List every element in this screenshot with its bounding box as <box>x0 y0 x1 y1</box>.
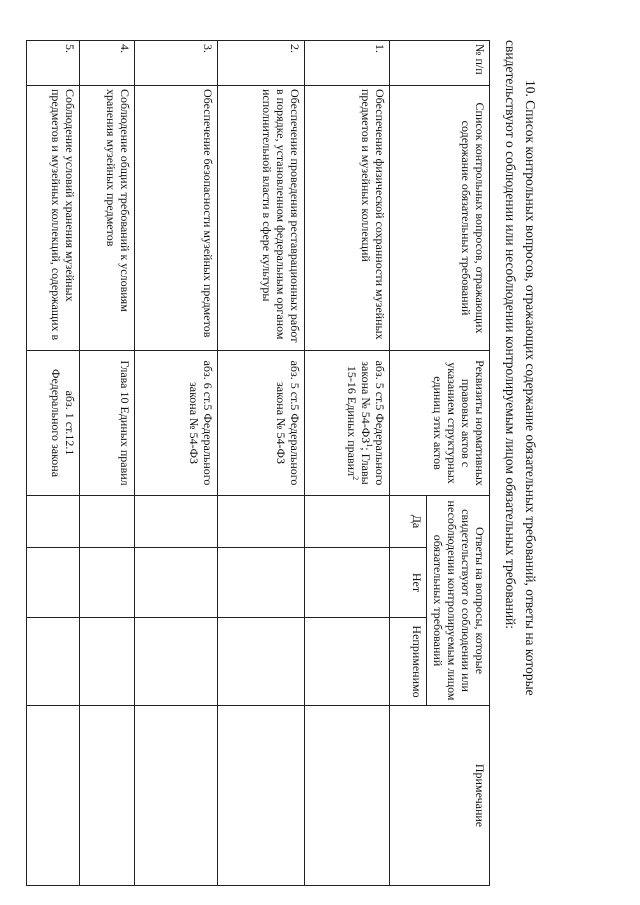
table-header-row <box>427 41 490 886</box>
header-requisites: Реквизиты нормативных правовых актов с указанием структурных единиц этих актов <box>390 351 490 496</box>
header-no: Нет <box>390 548 427 618</box>
table-row <box>218 41 305 886</box>
footnote-mark: 2 <box>351 476 360 481</box>
answer-na-cell[interactable] <box>305 618 390 706</box>
answer-yes-cell[interactable] <box>218 496 305 548</box>
answer-no-cell[interactable] <box>27 548 80 618</box>
note-cell[interactable] <box>135 706 218 886</box>
row-question: Соблюдение общих требований к условиям хранения музейных предметов <box>80 86 135 351</box>
document-page <box>0 30 540 890</box>
answer-yes-cell[interactable] <box>27 496 80 548</box>
row-requisites: абз. 6 ст.5 Федерального закона № 54-ФЗ <box>135 351 218 496</box>
note-cell[interactable] <box>218 706 305 886</box>
table-row <box>27 41 80 886</box>
row-number: 1. <box>305 41 390 86</box>
header-note: Примечание <box>390 706 490 886</box>
row-requisites: Глава 10 Единых правил <box>80 351 135 496</box>
header-yes: Да <box>390 496 427 548</box>
heading-line-1: 10. Список контрольных вопросов, отражающих содержание обязательных требований, ответы на которые <box>523 80 538 696</box>
row-requisites: абз. 5 ст.5 Федерального закона № 54-ФЗ <box>218 351 305 496</box>
answer-na-cell[interactable] <box>218 618 305 706</box>
answer-no-cell[interactable] <box>305 548 390 618</box>
row-question: Обеспечение проведения реставрационных работ в порядке, установленном федеральным органом исполнительной власти в сфере культуры <box>218 86 305 351</box>
table-row <box>80 41 135 886</box>
row-number: 5. <box>27 41 80 86</box>
header-num: № п/п <box>390 41 490 86</box>
ref-main: абз. 5 ст.5 Федерального закона № 54-ФЗ <box>359 360 387 486</box>
answer-yes-cell[interactable] <box>135 496 218 548</box>
answer-na-cell[interactable] <box>27 618 80 706</box>
table-row <box>135 41 218 886</box>
answer-yes-cell[interactable] <box>305 496 390 548</box>
header-answers: Ответы на вопросы, которые свидетельствуют о соблюдении или несоблюдении контролируемым лицом обязательных требований <box>427 496 490 706</box>
row-number: 4. <box>80 41 135 86</box>
table-row <box>305 41 390 886</box>
row-question: Соблюдение условий хранения музейных предметов и музейных коллекций, содержащих в <box>27 86 80 351</box>
note-cell[interactable] <box>305 706 390 886</box>
footnote-mark: 1 <box>365 443 374 448</box>
answer-no-cell[interactable] <box>218 548 305 618</box>
answer-yes-cell[interactable] <box>80 496 135 548</box>
row-number: 3. <box>135 41 218 86</box>
answer-no-cell[interactable] <box>80 548 135 618</box>
answer-no-cell[interactable] <box>135 548 218 618</box>
note-cell[interactable] <box>27 706 80 886</box>
row-number: 2. <box>218 41 305 86</box>
row-requisites <box>305 351 390 496</box>
row-requisites: абз. 1 ст.12.1 Федерального закона <box>27 351 80 496</box>
note-cell[interactable] <box>80 706 135 886</box>
answer-na-cell[interactable] <box>135 618 218 706</box>
section-heading <box>500 40 540 885</box>
answer-na-cell[interactable] <box>80 618 135 706</box>
checklist-table <box>26 40 490 886</box>
header-question: Список контрольных вопросов, отражающих содержание обязательных требований <box>390 86 490 351</box>
row-question: Обеспечение физической сохранности музейных предметов и музейных коллекций <box>305 86 390 351</box>
row-question: Обеспечение безопасности музейных предметов <box>135 86 218 351</box>
header-na: Неприменимо <box>390 618 427 706</box>
heading-line-2: свидетельствуют о соблюдении или несоблюдении контролируемым лицом обязательных требований: <box>503 40 518 630</box>
ref-mid: ; Главы 15-16 Единых правил <box>345 365 373 485</box>
